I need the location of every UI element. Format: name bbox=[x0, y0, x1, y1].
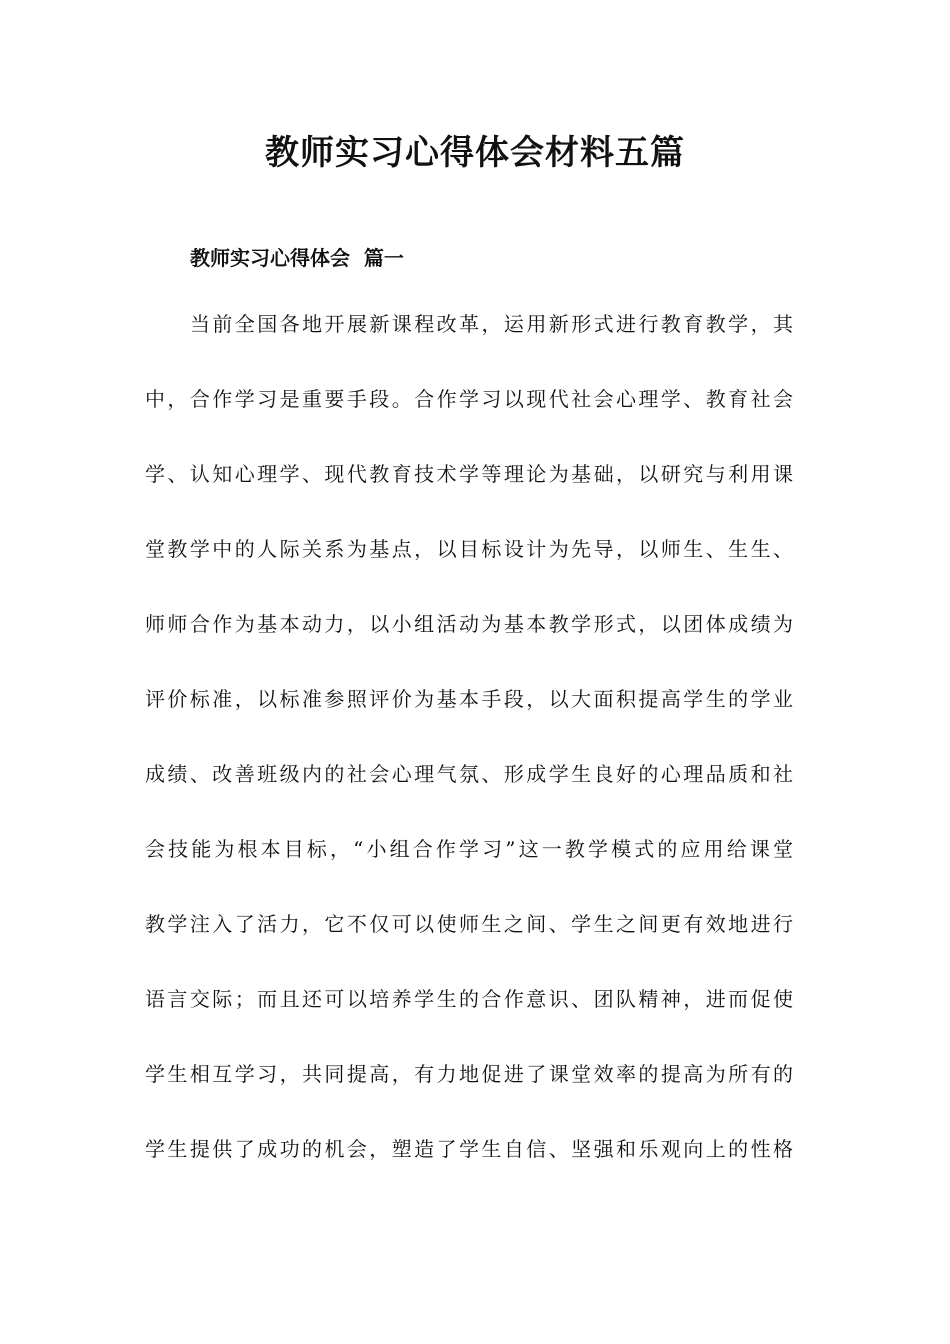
paragraph-line: 会技能为根本目标，“小组合作学习”这一教学模式的应用给课堂 bbox=[145, 837, 793, 861]
paragraph-line: 中，合作学习是重要手段。合作学习以现代社会心理学、教育社会 bbox=[145, 387, 793, 411]
paragraph-line: 语言交际；而且还可以培养学生的合作意识、团队精神，进而促使 bbox=[145, 987, 793, 1011]
paragraph-line: 学、认知心理学、现代教育技术学等理论为基础，以研究与利用课 bbox=[145, 462, 793, 486]
paragraph-line: 教学注入了活力，它不仅可以使师生之间、学生之间更有效地进行 bbox=[145, 912, 793, 936]
paragraph-line: 师师合作为基本动力，以小组活动为基本教学形式，以团体成绩为 bbox=[145, 612, 793, 636]
paragraph-line: 堂教学中的人际关系为基点，以目标设计为先导，以师生、生生、 bbox=[145, 537, 793, 561]
paragraph-line: 当前全国各地开展新课程改革，运用新形式进行教育教学，其 bbox=[190, 312, 793, 336]
document-title: 教师实习心得体会材料五篇 bbox=[265, 133, 685, 173]
paragraph-line: 学生提供了成功的机会，塑造了学生自信、坚强和乐观向上的性格 bbox=[145, 1137, 793, 1161]
paragraph-line: 学生相互学习，共同提高，有力地促进了课堂效率的提高为所有的 bbox=[145, 1062, 793, 1086]
paragraph-line: 评价标准，以标准参照评价为基本手段，以大面积提高学生的学业 bbox=[145, 687, 793, 711]
paragraph-line: 成绩、改善班级内的社会心理气氛、形成学生良好的心理品质和社 bbox=[145, 762, 793, 786]
section-heading: 教师实习心得体会 篇一 bbox=[190, 246, 404, 270]
